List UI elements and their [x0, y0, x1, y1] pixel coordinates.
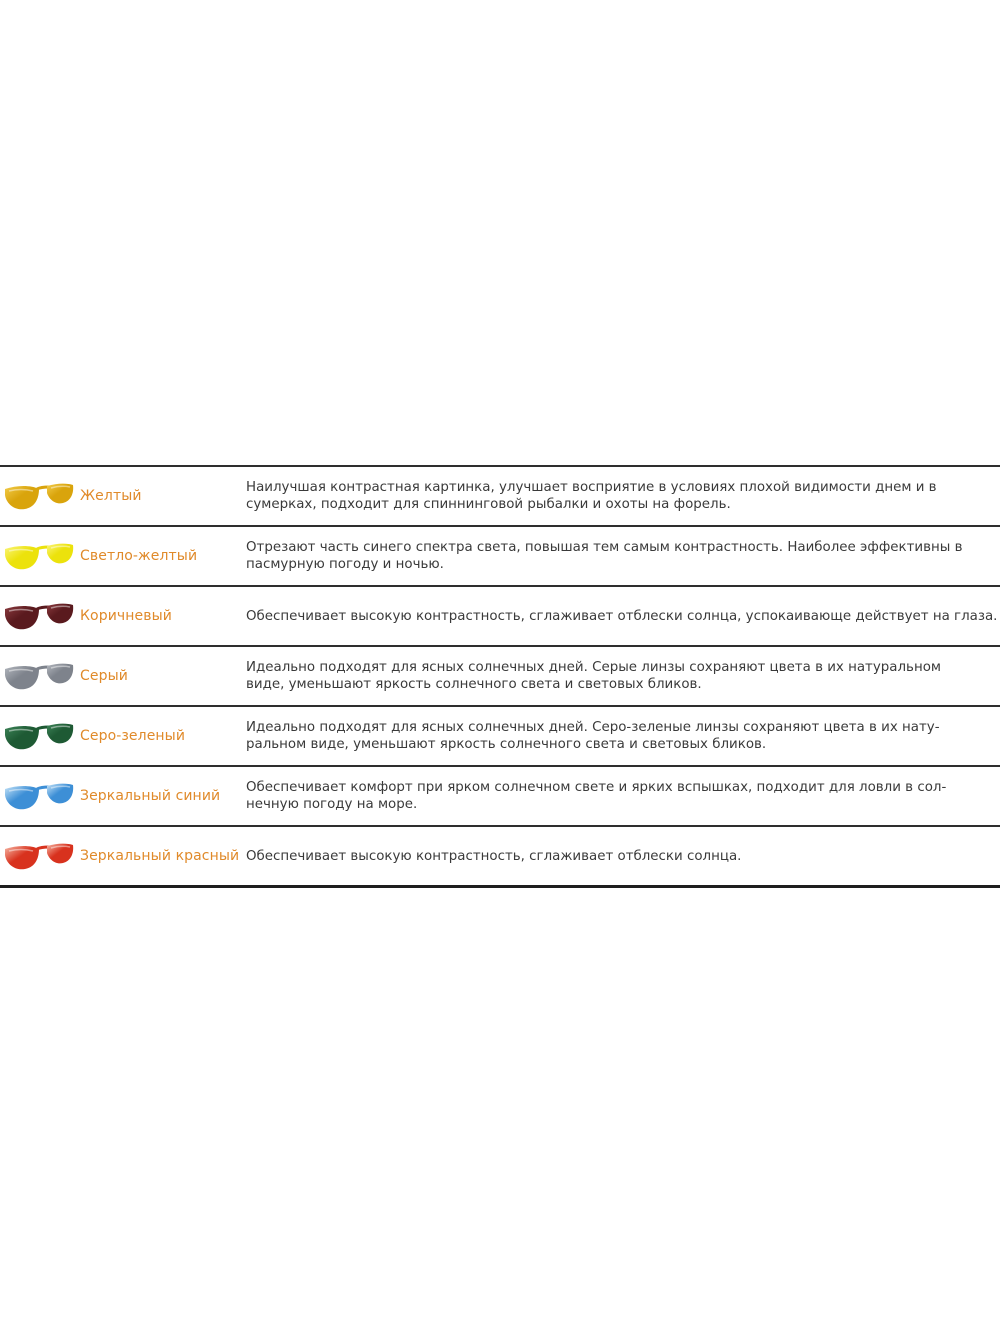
sunglasses-lens-icon: [3, 481, 75, 513]
lens-description: Обеспечивает комфорт при ярком солнечном свете и ярких вспышках, подходит для ловли в сол- нечную погоду на море.: [246, 780, 947, 812]
lens-row-gray: [0, 647, 1000, 707]
lens-description: Отрезают часть синего спектра света, повышая тем самым контрастность. Наиболее эффективны в пасмурную погоду и ночью.: [246, 540, 963, 572]
sunglasses-lens-icon: [3, 601, 75, 633]
lens-row-brown: [0, 587, 1000, 647]
lens-description: Наилучшая контрастная картинка, улучшает восприятие в условиях плохой видимости днем и в сумерках, подходит для спиннинговой рыбалки и охоты на форель.: [246, 480, 937, 512]
sunglasses-lens-icon: [3, 841, 75, 873]
lens-row-mirror-blue: [0, 767, 1000, 827]
lens-row-yellow: [0, 467, 1000, 527]
lens-row-mirror-red: [0, 827, 1000, 888]
sunglasses-lens-icon: [3, 541, 75, 573]
lens-description: Обеспечивает высокую контрастность, сглаживает отблески солнца, успокаивающе действует на глаза.: [246, 608, 998, 624]
lens-row-gray-green: [0, 707, 1000, 767]
lens-description: Идеально подходят для ясных солнечных дней. Серые линзы сохраняют цвета в их натуральном виде, уменьшают яркость солнечного света и световых бликов.: [246, 660, 941, 692]
lens-color-table: [0, 465, 1000, 888]
sunglasses-lens-icon: [3, 721, 75, 753]
sunglasses-lens-icon: [3, 781, 75, 813]
lens-name: Зеркальный синий: [80, 788, 221, 804]
lens-description: Идеально подходят для ясных солнечных дней. Серо-зеленые линзы сохраняют цвета в их нату- ральном виде, уменьшают яркость солнечного света и световых бликов.: [246, 720, 940, 752]
lens-name: Серо-зеленый: [80, 728, 186, 744]
lens-name: Серый: [80, 668, 128, 684]
lens-name: Светло-желтый: [80, 548, 198, 564]
lens-name: Зеркальный красный: [80, 848, 240, 864]
sunglasses-lens-icon: [3, 661, 75, 693]
lens-name: Желтый: [80, 488, 142, 504]
lens-row-light-yellow: [0, 527, 1000, 587]
lens-name: Коричневый: [80, 608, 172, 624]
lens-description: Обеспечивает высокую контрастность, сглаживает отблески солнца.: [246, 848, 742, 864]
